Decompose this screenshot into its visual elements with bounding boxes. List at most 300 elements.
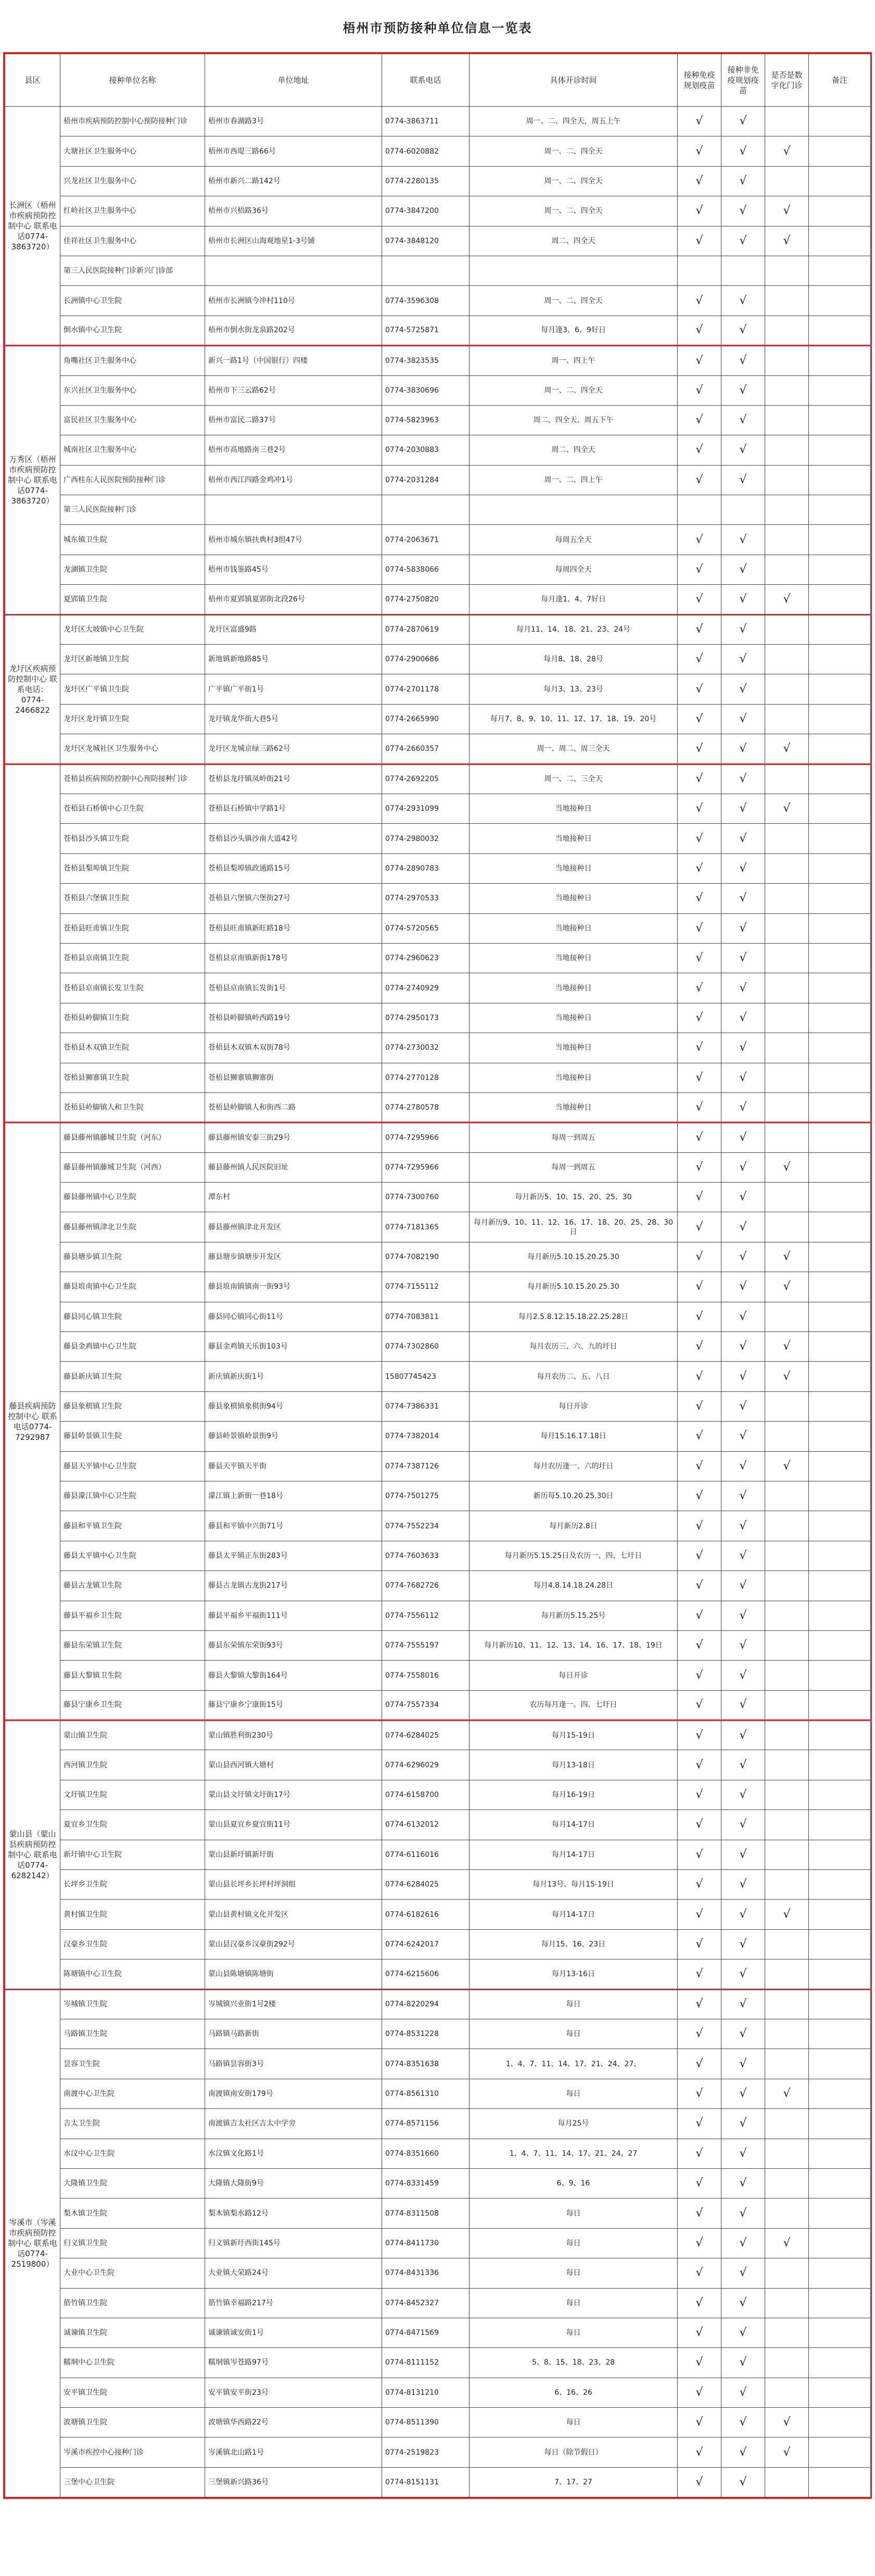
- remark-cell: [809, 1780, 871, 1810]
- remark-cell: [809, 853, 871, 883]
- unit-name-cell: 夏宜乡卫生院: [60, 1810, 205, 1840]
- unit-name-cell: 龙圩区龙圩镇卫生院: [60, 704, 205, 734]
- phone-cell: 0774-6284025: [382, 1870, 470, 1900]
- check-mark-icon: √: [695, 1848, 703, 1861]
- plan-vaccine-check-cell: [678, 884, 721, 913]
- phone-cell: 0774-2063671: [382, 525, 470, 555]
- nonplan-vaccine-check-cell: [721, 943, 765, 973]
- digital-clinic-check-cell: [765, 2258, 809, 2288]
- nonplan-vaccine-check-cell: [721, 2348, 765, 2378]
- phone-cell: 0774-6020882: [382, 136, 470, 166]
- unit-name-cell: 岑溪市疾控中心接种门诊: [60, 2437, 205, 2467]
- address-cell: 藤县东荣镇东荣街93号: [205, 1630, 382, 1660]
- check-mark-icon: √: [739, 204, 747, 218]
- digital-clinic-check-cell: [765, 2228, 809, 2258]
- table-row: [5, 2408, 871, 2437]
- remark-cell: [809, 435, 871, 465]
- nonplan-vaccine-check-cell: [721, 465, 765, 495]
- remark-cell: [809, 1362, 871, 1391]
- plan-vaccine-check-cell: [678, 1152, 721, 1182]
- unit-name-cell: 昙容卫生院: [60, 2049, 205, 2079]
- remark-cell: [809, 764, 871, 794]
- plan-vaccine-check-cell: [678, 2258, 721, 2288]
- unit-name-cell: 三堡中心卫生院: [60, 2467, 205, 2497]
- check-mark-icon: √: [739, 1310, 747, 1323]
- check-mark-icon: √: [739, 1130, 747, 1144]
- time-cell: 当地接种日: [470, 794, 678, 823]
- phone-cell: 0774-6296029: [382, 1750, 470, 1780]
- time-cell: 1、4、7、11、14、17、21、24、27、: [470, 2049, 678, 2079]
- phone-cell: 0774-2665990: [382, 704, 470, 734]
- digital-clinic-check-cell: [765, 824, 809, 853]
- plan-vaccine-check-cell: [678, 286, 721, 316]
- remark-cell: [809, 1242, 871, 1272]
- plan-vaccine-check-cell: [678, 943, 721, 973]
- check-mark-icon: √: [783, 742, 791, 755]
- nonplan-vaccine-check-cell: [721, 2049, 765, 2079]
- time-cell: 每日: [470, 2318, 678, 2347]
- unit-name-cell: 龙湖镇卫生院: [60, 555, 205, 584]
- vaccination-unit-table: [5, 54, 871, 2497]
- phone-cell: 0774-6284025: [382, 1720, 470, 1750]
- address-cell: 藤县古龙镇古龙街217号: [205, 1571, 382, 1601]
- remark-cell: [809, 1840, 871, 1869]
- digital-clinic-check-cell: [765, 1840, 809, 1869]
- digital-clinic-check-cell: [765, 286, 809, 316]
- check-mark-icon: √: [739, 2356, 747, 2369]
- check-mark-icon: √: [783, 1369, 791, 1383]
- nonplan-vaccine-check-cell: [721, 1422, 765, 1451]
- digital-clinic-check-cell: [765, 1272, 809, 1302]
- check-mark-icon: √: [695, 592, 703, 606]
- address-cell: 苍梧县石桥镇中学路1号: [205, 794, 382, 823]
- phone-cell: 0774-7181365: [382, 1212, 470, 1242]
- table-row: [5, 2288, 871, 2318]
- check-mark-icon: √: [695, 1041, 703, 1054]
- address-cell: 梧州市西江四路金鸡冲1号: [205, 465, 382, 495]
- table-row: [5, 1422, 871, 1451]
- table-row: [5, 614, 871, 644]
- check-mark-icon: √: [739, 1250, 747, 1264]
- digital-clinic-check-cell: [765, 136, 809, 166]
- check-mark-icon: √: [739, 802, 747, 815]
- plan-vaccine-check-cell: [678, 1362, 721, 1391]
- remark-cell: [809, 286, 871, 316]
- remark-cell: [809, 645, 871, 674]
- unit-name-cell: 苍梧县石桥镇中心卫生院: [60, 794, 205, 823]
- address-cell: 蒙山县黄村镇文化开发区: [205, 1900, 382, 1929]
- time-cell: 周一、二、四全天: [470, 286, 678, 316]
- unit-name-cell: 波塘镇卫生院: [60, 2408, 205, 2437]
- time-cell: 每日: [470, 2019, 678, 2049]
- phone-cell: 0774-8411730: [382, 2228, 470, 2258]
- digital-clinic-check-cell: [765, 2139, 809, 2168]
- check-mark-icon: √: [739, 1190, 747, 1204]
- check-mark-icon: √: [739, 921, 747, 935]
- time-cell: 每月农历逢一、六的圩日: [470, 1451, 678, 1481]
- remark-cell: [809, 1422, 871, 1451]
- check-mark-icon: √: [739, 1549, 747, 1562]
- nonplan-vaccine-check-cell: [721, 764, 765, 794]
- address-cell: 梨木镇梨水路12号: [205, 2198, 382, 2228]
- phone-cell: [382, 495, 470, 525]
- address-cell: 苍梧县六堡镇六堡街27号: [205, 884, 382, 913]
- digital-clinic-check-cell: [765, 226, 809, 256]
- check-mark-icon: √: [695, 1310, 703, 1323]
- check-mark-icon: √: [739, 563, 747, 576]
- check-mark-icon: √: [739, 1758, 747, 1771]
- table-row: [5, 2318, 871, 2347]
- nonplan-vaccine-check-cell: [721, 1272, 765, 1302]
- phone-cell: 0774-8471569: [382, 2318, 470, 2347]
- address-cell: 三堡镇新兴路36号: [205, 2467, 382, 2497]
- nonplan-vaccine-check-cell: [721, 2288, 765, 2318]
- check-mark-icon: √: [739, 1878, 747, 1891]
- digital-clinic-check-cell: [765, 1302, 809, 1331]
- phone-cell: 0774-8131210: [382, 2378, 470, 2407]
- check-mark-icon: √: [739, 1639, 747, 1652]
- unit-name-cell: 南渡中心卫生院: [60, 2079, 205, 2108]
- phone-cell: 0774-2970533: [382, 884, 470, 913]
- nonplan-vaccine-check-cell: [721, 1451, 765, 1481]
- remark-cell: [809, 884, 871, 913]
- check-mark-icon: √: [783, 2445, 791, 2459]
- digital-clinic-check-cell: [765, 704, 809, 734]
- digital-clinic-check-cell: [765, 1989, 809, 2019]
- plan-vaccine-check-cell: [678, 1989, 721, 2019]
- phone-cell: 0774-2692205: [382, 764, 470, 794]
- time-cell: 当地接种日: [470, 1003, 678, 1033]
- digital-clinic-check-cell: [765, 107, 809, 136]
- remark-cell: [809, 2198, 871, 2228]
- remark-cell: [809, 734, 871, 764]
- phone-cell: 0774-3847200: [382, 196, 470, 226]
- nonplan-vaccine-check-cell: [721, 704, 765, 734]
- phone-cell: 0774-7386331: [382, 1391, 470, 1421]
- table-row: [5, 346, 871, 375]
- table-row: [5, 2049, 871, 2079]
- time-cell: 每月13-16日: [470, 1959, 678, 1989]
- remark-cell: [809, 1630, 871, 1660]
- plan-vaccine-check-cell: [678, 2168, 721, 2198]
- table-row: [5, 1780, 871, 1810]
- check-mark-icon: √: [695, 2057, 703, 2070]
- table-row: [5, 2139, 871, 2168]
- remark-cell: [809, 1481, 871, 1511]
- check-mark-icon: √: [739, 1519, 747, 1532]
- nonplan-vaccine-check-cell: [721, 1541, 765, 1570]
- time-cell: 周一、周二、周三全天: [470, 734, 678, 764]
- table-row: [5, 2198, 871, 2228]
- phone-cell: 0774-2660357: [382, 734, 470, 764]
- time-cell: 每月新历5.10.15.20.25.30: [470, 1242, 678, 1272]
- time-cell: 7、17、27: [470, 2467, 678, 2497]
- check-mark-icon: √: [739, 2416, 747, 2429]
- table-row: [5, 1092, 871, 1122]
- check-mark-icon: √: [695, 1758, 703, 1771]
- phone-cell: 0774-7557334: [382, 1690, 470, 1720]
- time-cell: 每月逢3、6、9好日: [470, 316, 678, 345]
- check-mark-icon: √: [739, 354, 747, 367]
- address-cell: 藤县太平镇正东街283号: [205, 1541, 382, 1570]
- nonplan-vaccine-check-cell: [721, 1989, 765, 2019]
- plan-vaccine-check-cell: [678, 346, 721, 375]
- check-mark-icon: √: [739, 533, 747, 546]
- phone-cell: 0774-7558016: [382, 1661, 470, 1690]
- check-mark-icon: √: [695, 2146, 703, 2160]
- plan-vaccine-check-cell: [678, 2348, 721, 2378]
- time-cell: 每月新历10、11、12、13、14、16、17、18、19日: [470, 1630, 678, 1660]
- table-header-row: [5, 54, 871, 107]
- unit-name-cell: 藤县埌南镇中心卫生院: [60, 1272, 205, 1302]
- address-cell: 梧州市兴梧路36号: [205, 196, 382, 226]
- digital-clinic-check-cell: [765, 1242, 809, 1272]
- table-row: [5, 286, 871, 316]
- check-mark-icon: √: [739, 144, 747, 158]
- digital-clinic-check-cell: [765, 1152, 809, 1182]
- phone-cell: 0774-8311508: [382, 2198, 470, 2228]
- plan-vaccine-check-cell: [678, 2109, 721, 2139]
- table-row: [5, 645, 871, 674]
- nonplan-vaccine-check-cell: [721, 1780, 765, 1810]
- digital-clinic-check-cell: [765, 2378, 809, 2407]
- check-mark-icon: √: [739, 1818, 747, 1831]
- time-cell: 6、9、16: [470, 2168, 678, 2198]
- time-cell: 每月14-17日: [470, 1840, 678, 1869]
- unit-name-cell: 大塘社区卫生服务中心: [60, 136, 205, 166]
- remark-cell: [809, 1661, 871, 1690]
- phone-cell: 0774-2031284: [382, 465, 470, 495]
- address-cell: 马路镇马路新街: [205, 2019, 382, 2049]
- remark-cell: [809, 1391, 871, 1421]
- digital-clinic-check-cell: [765, 1212, 809, 1242]
- nonplan-vaccine-check-cell: [721, 1571, 765, 1601]
- plan-vaccine-check-cell: [678, 2467, 721, 2497]
- nonplan-vaccine-check-cell: [721, 794, 765, 823]
- unit-name-cell: 岑城镇卫生院: [60, 1989, 205, 2019]
- check-mark-icon: √: [695, 1280, 703, 1293]
- table-row: [5, 1063, 871, 1092]
- remark-cell: [809, 1601, 871, 1630]
- table-row: [5, 794, 871, 823]
- check-mark-icon: √: [783, 144, 791, 158]
- check-mark-icon: √: [739, 861, 747, 875]
- digital-clinic-check-cell: [765, 794, 809, 823]
- time-cell: 每月新历5.10.15.20.25.30: [470, 1272, 678, 1302]
- table-row: [5, 2168, 871, 2198]
- plan-vaccine-check-cell: [678, 1661, 721, 1690]
- check-mark-icon: √: [739, 1369, 747, 1383]
- address-cell: 藤县金鸡镇天乐街103号: [205, 1332, 382, 1362]
- address-cell: 苍梧县沙头镇沙南大道42号: [205, 824, 382, 853]
- remark-cell: [809, 2079, 871, 2108]
- nonplan-vaccine-check-cell: [721, 1750, 765, 1780]
- check-mark-icon: √: [783, 2416, 791, 2429]
- nonplan-vaccine-check-cell: [721, 2079, 765, 2108]
- remark-cell: [809, 256, 871, 285]
- digital-clinic-check-cell: [765, 2198, 809, 2228]
- remark-cell: [809, 1541, 871, 1570]
- nonplan-vaccine-check-cell: [721, 1242, 765, 1272]
- unit-name-cell: 长坪乡卫生院: [60, 1870, 205, 1900]
- unit-name-cell: 城东镇卫生院: [60, 525, 205, 555]
- table-row: [5, 1332, 871, 1362]
- phone-cell: 0774-7155112: [382, 1272, 470, 1302]
- time-cell: 每日: [470, 2198, 678, 2228]
- unit-name-cell: 苍梧县岭脚镇卫生院: [60, 1003, 205, 1033]
- time-cell: 每周一到周五: [470, 1123, 678, 1152]
- plan-vaccine-check-cell: [678, 435, 721, 465]
- unit-name-cell: 藤县岭景镇卫生院: [60, 1422, 205, 1451]
- vaccination-unit-table-frame: [3, 52, 872, 2499]
- table-row: [5, 1661, 871, 1690]
- time-cell: 每月4.8.14.18.24.28日: [470, 1571, 678, 1601]
- digital-clinic-check-cell: [765, 734, 809, 764]
- time-cell: 5、8、15、18、23、28: [470, 2348, 678, 2378]
- unit-name-cell: 大业中心卫生院: [60, 2258, 205, 2288]
- remark-cell: [809, 1511, 871, 1541]
- nonplan-vaccine-check-cell: [721, 2168, 765, 2198]
- digital-clinic-check-cell: [765, 1541, 809, 1570]
- check-mark-icon: √: [695, 1100, 703, 1114]
- time-cell: 每月8、18、28号: [470, 645, 678, 674]
- check-mark-icon: √: [695, 1788, 703, 1802]
- nonplan-vaccine-check-cell: [721, 226, 765, 256]
- check-mark-icon: √: [739, 2476, 747, 2489]
- unit-name-cell: 汉豪乡卫生院: [60, 1929, 205, 1959]
- address-cell: 苍梧县龙圩镇凤岭街21号: [205, 764, 382, 794]
- plan-vaccine-check-cell: [678, 196, 721, 226]
- remark-cell: [809, 585, 871, 614]
- digital-clinic-check-cell: [765, 2467, 809, 2497]
- nonplan-vaccine-check-cell: [721, 1929, 765, 1959]
- phone-cell: 0774-7552234: [382, 1511, 470, 1541]
- remark-cell: [809, 1212, 871, 1242]
- remark-cell: [809, 704, 871, 734]
- county-cell: 龙圩区疾病预防控制中心 联系电话：0774-2466822: [5, 614, 60, 764]
- plan-vaccine-check-cell: [678, 1929, 721, 1959]
- plan-vaccine-check-cell: [678, 764, 721, 794]
- digital-clinic-check-cell: [765, 495, 809, 525]
- phone-cell: 15807745423: [382, 1362, 470, 1391]
- remark-cell: [809, 405, 871, 435]
- unit-name-cell: 藤县象棋镇卫生院: [60, 1391, 205, 1421]
- time-cell: 每月15-19日: [470, 1720, 678, 1750]
- unit-name-cell: 夏郢镇卫生院: [60, 585, 205, 614]
- phone-cell: 0774-5725871: [382, 316, 470, 345]
- nonplan-vaccine-check-cell: [721, 166, 765, 196]
- address-cell: 藤县藤州镇津北开发区: [205, 1212, 382, 1242]
- remark-cell: [809, 824, 871, 853]
- address-cell: 藤县平福乡平福街111号: [205, 1601, 382, 1630]
- time-cell: 每月3、13、23号: [470, 674, 678, 704]
- phone-cell: 0774-2750820: [382, 585, 470, 614]
- address-cell: [205, 495, 382, 525]
- check-mark-icon: √: [739, 2385, 747, 2399]
- address-cell: 梧州市倒水街龙泉路202号: [205, 316, 382, 345]
- plan-vaccine-check-cell: [678, 1541, 721, 1570]
- remark-cell: [809, 1451, 871, 1481]
- check-mark-icon: √: [739, 1938, 747, 1951]
- header-plan-vaccine: 接种免疫规划疫苗: [678, 54, 721, 107]
- plan-vaccine-check-cell: [678, 316, 721, 345]
- check-mark-icon: √: [695, 1907, 703, 1921]
- table-row: [5, 1152, 871, 1182]
- time-cell: 每月13号、每月15-19日: [470, 1870, 678, 1900]
- check-mark-icon: √: [739, 413, 747, 427]
- digital-clinic-check-cell: [765, 585, 809, 614]
- address-cell: 苍梧县京南镇长发街1号: [205, 973, 382, 1003]
- check-mark-icon: √: [695, 772, 703, 786]
- phone-cell: 0774-3863711: [382, 107, 470, 136]
- check-mark-icon: √: [695, 2326, 703, 2340]
- remark-cell: [809, 346, 871, 375]
- plan-vaccine-check-cell: [678, 555, 721, 584]
- check-mark-icon: √: [695, 1071, 703, 1084]
- phone-cell: 0774-7501275: [382, 1481, 470, 1511]
- nonplan-vaccine-check-cell: [721, 1481, 765, 1511]
- unit-name-cell: 诚谏镇卫生院: [60, 2318, 205, 2347]
- nonplan-vaccine-check-cell: [721, 734, 765, 764]
- nonplan-vaccine-check-cell: [721, 884, 765, 913]
- check-mark-icon: √: [739, 1160, 747, 1174]
- digital-clinic-check-cell: [765, 1123, 809, 1152]
- address-cell: 新兴一路1号（中国银行）四楼: [205, 346, 382, 375]
- check-mark-icon: √: [739, 383, 747, 397]
- check-mark-icon: √: [783, 1340, 791, 1353]
- phone-cell: 0774-2519823: [382, 2437, 470, 2467]
- digital-clinic-check-cell: [765, 2288, 809, 2318]
- plan-vaccine-check-cell: [678, 2198, 721, 2228]
- remark-cell: [809, 1810, 871, 1840]
- nonplan-vaccine-check-cell: [721, 495, 765, 525]
- time-cell: 6、16、26: [470, 2378, 678, 2407]
- address-cell: 岑城镇兴业街1号2楼: [205, 1989, 382, 2019]
- check-mark-icon: √: [695, 623, 703, 636]
- phone-cell: 0774-7382014: [382, 1422, 470, 1451]
- digital-clinic-check-cell: [765, 1630, 809, 1660]
- remark-cell: [809, 495, 871, 525]
- time-cell: 周一、四上午: [470, 346, 678, 375]
- check-mark-icon: √: [695, 712, 703, 725]
- phone-cell: 0774-2890783: [382, 853, 470, 883]
- plan-vaccine-check-cell: [678, 794, 721, 823]
- nonplan-vaccine-check-cell: [721, 1092, 765, 1122]
- check-mark-icon: √: [695, 1220, 703, 1234]
- time-cell: 每月13-18日: [470, 1750, 678, 1780]
- table-row: [5, 1601, 871, 1630]
- nonplan-vaccine-check-cell: [721, 136, 765, 166]
- table-row: [5, 525, 871, 555]
- check-mark-icon: √: [739, 981, 747, 995]
- table-row: [5, 555, 871, 584]
- plan-vaccine-check-cell: [678, 107, 721, 136]
- phone-cell: 0774-8561310: [382, 2079, 470, 2108]
- check-mark-icon: √: [695, 1250, 703, 1264]
- address-cell: 藤县天平镇天平街: [205, 1451, 382, 1481]
- remark-cell: [809, 1302, 871, 1331]
- remark-cell: [809, 316, 871, 345]
- remark-cell: [809, 1720, 871, 1750]
- nonplan-vaccine-check-cell: [721, 1720, 765, 1750]
- check-mark-icon: √: [739, 2057, 747, 2070]
- unit-name-cell: 藤县金鸡镇中心卫生院: [60, 1332, 205, 1362]
- unit-name-cell: 藤县同心镇卫生院: [60, 1302, 205, 1331]
- unit-name-cell: 藤县塘步镇卫生院: [60, 1242, 205, 1272]
- address-cell: 蒙山县新圩镇新圩街: [205, 1840, 382, 1869]
- phone-cell: 0774-7295966: [382, 1152, 470, 1182]
- check-mark-icon: √: [695, 2206, 703, 2220]
